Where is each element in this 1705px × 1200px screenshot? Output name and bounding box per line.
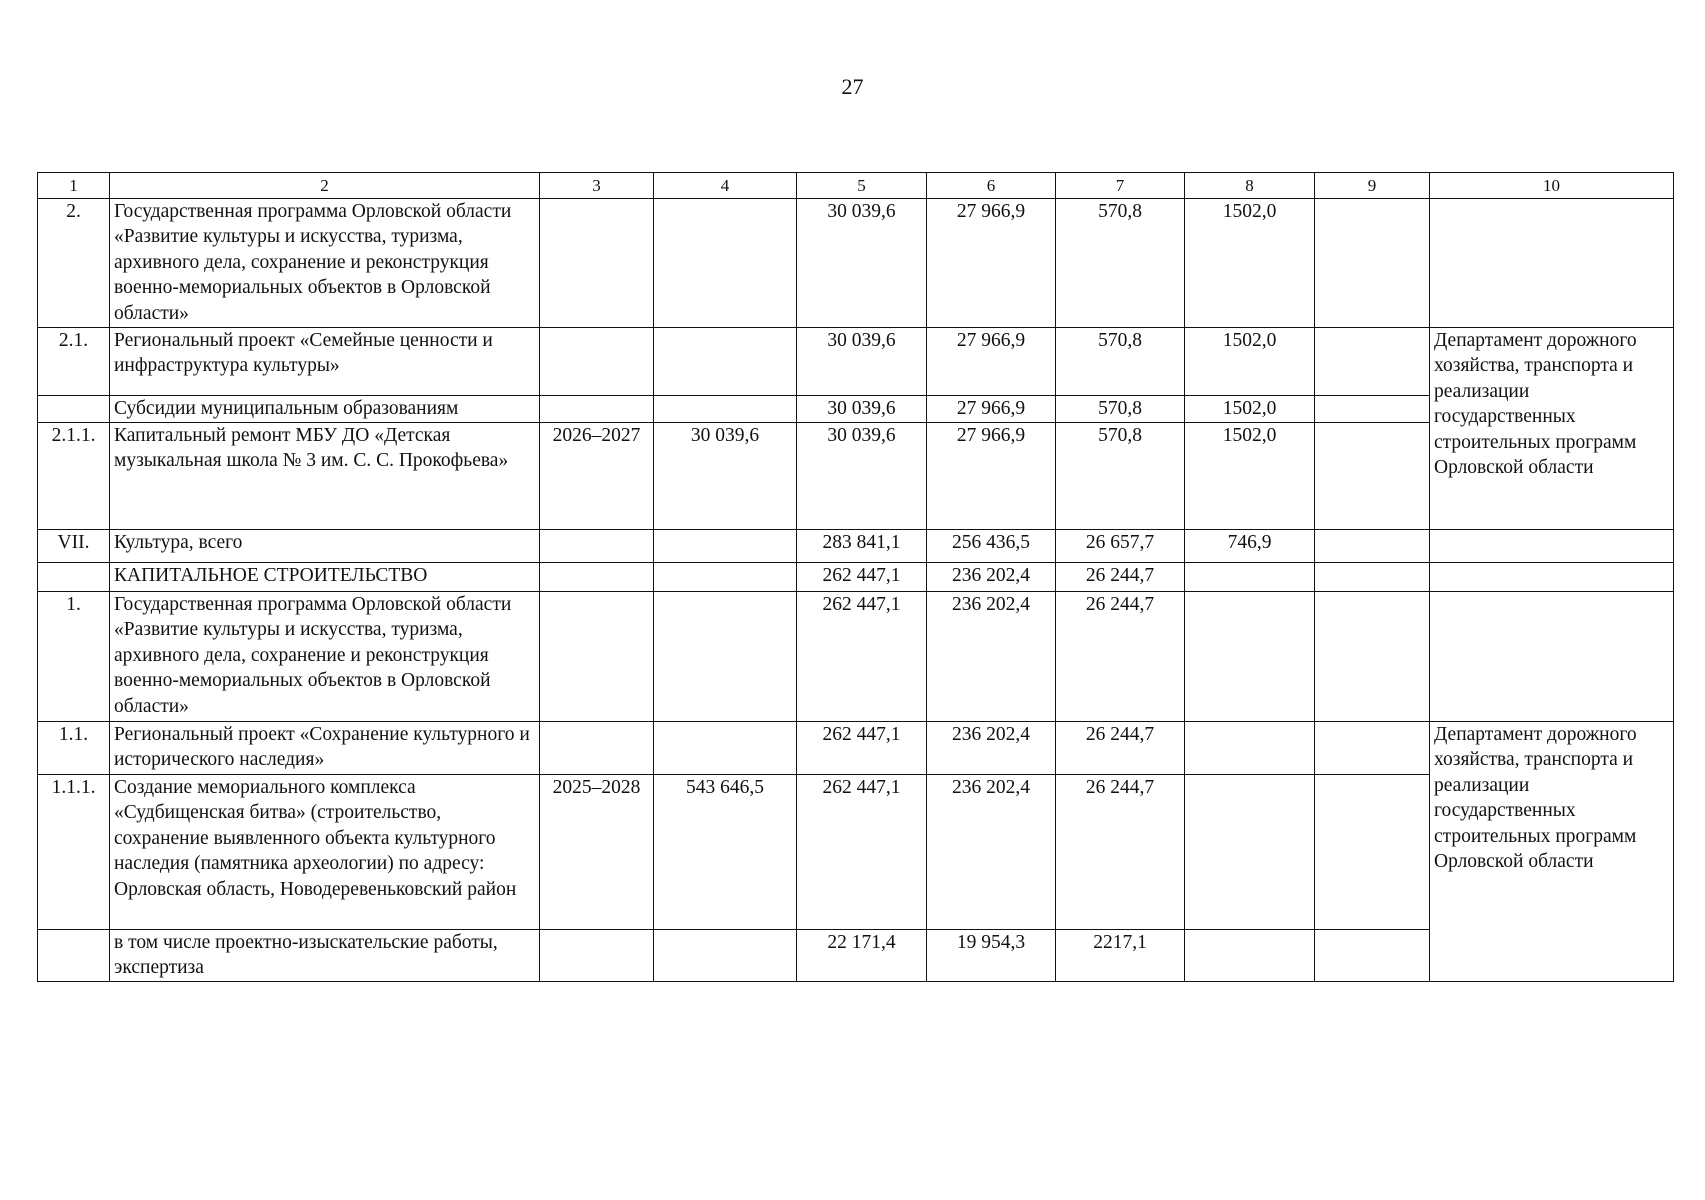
row-title: КАПИТАЛЬНОЕ СТРОИТЕЛЬСТВО (110, 563, 540, 592)
row-number (38, 930, 110, 982)
value-cell (1185, 722, 1315, 775)
row-title: Государственная программа Орловской области «Развитие культуры и искусства, туризма, архивного дела, сохранение и реконструкция военно-мемориальных объектов в Орловской области» (110, 592, 540, 722)
column-header: 7 (1056, 173, 1185, 199)
cost-cell (654, 530, 797, 563)
value-cell: 236 202,4 (927, 563, 1056, 592)
value-cell: 746,9 (1185, 530, 1315, 563)
row-number: 2.1. (38, 328, 110, 396)
period-cell (540, 592, 654, 722)
column-header: 9 (1315, 173, 1430, 199)
value-cell: 570,8 (1056, 396, 1185, 423)
value-cell: 30 039,6 (797, 199, 927, 328)
cost-cell (654, 328, 797, 396)
value-cell: 19 954,3 (927, 930, 1056, 982)
period-cell (540, 530, 654, 563)
column-header: 5 (797, 173, 927, 199)
value-cell: 22 171,4 (797, 930, 927, 982)
row-number: 2.1.1. (38, 423, 110, 530)
value-cell: 27 966,9 (927, 396, 1056, 423)
value-cell (1315, 530, 1430, 563)
period-cell (540, 722, 654, 775)
cost-cell (654, 396, 797, 423)
value-cell: 570,8 (1056, 328, 1185, 396)
value-cell: 27 966,9 (927, 423, 1056, 530)
value-cell: 27 966,9 (927, 199, 1056, 328)
table-row (38, 423, 1674, 530)
row-title: Культура, всего (110, 530, 540, 563)
value-cell: 283 841,1 (797, 530, 927, 563)
row-number: 1.1.1. (38, 775, 110, 930)
value-cell: 26 244,7 (1056, 592, 1185, 722)
column-header: 10 (1430, 173, 1674, 199)
value-cell: 262 447,1 (797, 563, 927, 592)
table-row (38, 592, 1674, 722)
period-cell: 2025–2028 (540, 775, 654, 930)
row-title: Региональный проект «Сохранение культурного и исторического наследия» (110, 722, 540, 775)
value-cell: 1502,0 (1185, 199, 1315, 328)
row-title: в том числе проектно-изыскательские работы, экспертиза (110, 930, 540, 982)
row-number: 1.1. (38, 722, 110, 775)
row-number (38, 563, 110, 592)
table-row (38, 563, 1674, 592)
value-cell (1315, 199, 1430, 328)
value-cell: 1502,0 (1185, 328, 1315, 396)
value-cell: 236 202,4 (927, 775, 1056, 930)
value-cell: 26 244,7 (1056, 775, 1185, 930)
value-cell: 236 202,4 (927, 722, 1056, 775)
column-header: 4 (654, 173, 797, 199)
value-cell: 570,8 (1056, 423, 1185, 530)
column-header: 2 (110, 173, 540, 199)
column-number-row (38, 173, 1674, 199)
value-cell: 570,8 (1056, 199, 1185, 328)
row-title: Субсидии муниципальным образованиям (110, 396, 540, 423)
page-number: 27 (841, 74, 864, 99)
value-cell (1315, 328, 1430, 396)
table-row (38, 722, 1674, 775)
value-cell: 262 447,1 (797, 722, 927, 775)
department-cell (1430, 563, 1674, 592)
value-cell: 262 447,1 (797, 592, 927, 722)
value-cell (1315, 775, 1430, 930)
row-number: 1. (38, 592, 110, 722)
table-row (38, 930, 1674, 982)
department-cell (1430, 199, 1674, 328)
value-cell (1315, 592, 1430, 722)
row-number: VII. (38, 530, 110, 563)
row-title: Региональный проект «Семейные ценности и инфраструктура культуры» (110, 328, 540, 396)
table-row (38, 199, 1674, 328)
value-cell (1315, 722, 1430, 775)
period-cell: 2026–2027 (540, 423, 654, 530)
value-cell: 26 244,7 (1056, 563, 1185, 592)
column-header: 8 (1185, 173, 1315, 199)
period-cell (540, 396, 654, 423)
row-title: Государственная программа Орловской области «Развитие культуры и искусства, туризма, архивного дела, сохранение и реконструкция военно-мемориальных объектов в Орловской области» (110, 199, 540, 328)
table-row (38, 328, 1674, 396)
department-cell: Департамент дорожного хозяйства, транспорта и реализации государственных строительных программ Орловской области (1430, 722, 1674, 982)
value-cell: 30 039,6 (797, 423, 927, 530)
period-cell (540, 199, 654, 328)
row-title: Создание мемориального комплекса «Судбищенская битва» (строительство, сохранение выявленного объекта культурного наследия (памятника археологии) по адресу: Орловская область, Новодеревеньковский район (110, 775, 540, 930)
department-cell: Департамент дорожного хозяйства, транспорта и реализации государственных строительных программ Орловской области (1430, 328, 1674, 530)
cost-cell (654, 930, 797, 982)
cost-cell (654, 199, 797, 328)
value-cell: 236 202,4 (927, 592, 1056, 722)
cost-cell: 543 646,5 (654, 775, 797, 930)
value-cell: 256 436,5 (927, 530, 1056, 563)
value-cell (1315, 396, 1430, 423)
cost-cell (654, 563, 797, 592)
value-cell: 2217,1 (1056, 930, 1185, 982)
cost-cell (654, 592, 797, 722)
value-cell: 1502,0 (1185, 423, 1315, 530)
department-cell (1430, 592, 1674, 722)
value-cell: 26 657,7 (1056, 530, 1185, 563)
period-cell (540, 930, 654, 982)
column-header: 6 (927, 173, 1056, 199)
value-cell (1185, 592, 1315, 722)
cost-cell (654, 722, 797, 775)
value-cell (1315, 563, 1430, 592)
department-cell (1430, 530, 1674, 563)
value-cell (1185, 563, 1315, 592)
value-cell: 26 244,7 (1056, 722, 1185, 775)
value-cell (1315, 930, 1430, 982)
value-cell: 30 039,6 (797, 396, 927, 423)
period-cell (540, 328, 654, 396)
value-cell: 30 039,6 (797, 328, 927, 396)
column-header: 3 (540, 173, 654, 199)
row-title: Капитальный ремонт МБУ ДО «Детская музыкальная школа № 3 им. С. С. Прокофьева» (110, 423, 540, 530)
value-cell: 262 447,1 (797, 775, 927, 930)
budget-table (37, 172, 1674, 982)
value-cell (1185, 930, 1315, 982)
value-cell (1185, 775, 1315, 930)
table-row (38, 530, 1674, 563)
table-row (38, 775, 1674, 930)
row-number: 2. (38, 199, 110, 328)
row-number (38, 396, 110, 423)
value-cell: 1502,0 (1185, 396, 1315, 423)
value-cell: 27 966,9 (927, 328, 1056, 396)
value-cell (1315, 423, 1430, 530)
period-cell (540, 563, 654, 592)
column-header: 1 (38, 173, 110, 199)
table-row (38, 396, 1674, 423)
cost-cell: 30 039,6 (654, 423, 797, 530)
